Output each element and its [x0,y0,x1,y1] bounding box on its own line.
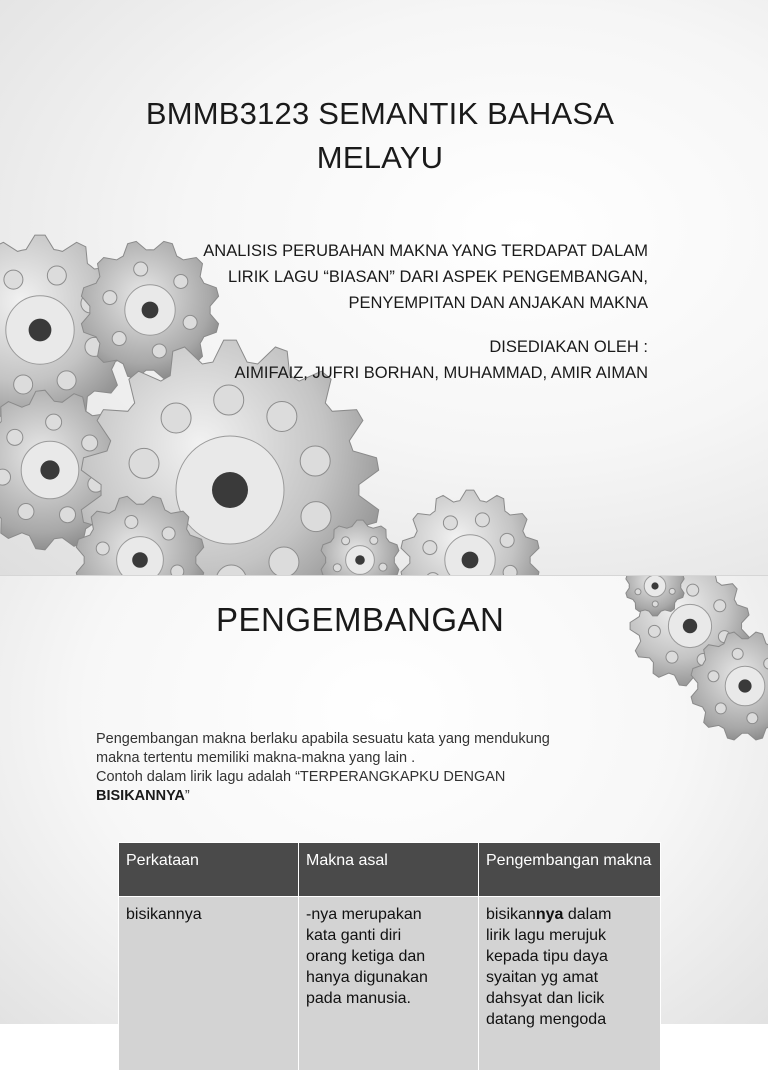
meaning-table [118,842,661,1071]
slide-body [96,730,676,806]
gear-hole-icon [687,584,699,596]
gear-axle-icon [212,472,248,508]
example-close-quote: ” [184,788,190,804]
development-line-1 [486,904,653,925]
gear-hole-icon [342,537,350,545]
gear-hole-icon [475,513,489,527]
gear-hole-icon [443,516,457,530]
gear-hole-icon [370,536,378,544]
gear-hole-icon [14,375,33,394]
development-line-4: syaitan yg amat [486,969,599,986]
gear-hole-icon [267,401,297,431]
gear-hole-icon [96,542,109,555]
cell-development-meaning [479,897,661,1071]
gear-hole-icon [57,371,76,390]
gear-axle-icon [355,555,365,565]
development-line-5: dahsyat dan licik [486,990,605,1007]
authors-list: AIMIFAIZ, JUFRI BORHAN, MUHAMMAD, AMIR AIMAN [234,364,648,382]
gear-hole-icon [82,435,98,451]
gear-hole-icon [635,589,641,595]
subtitle-line-3: PENYEMPITAN DAN ANJAKAN MAKNA [348,294,648,312]
slide-title: PENGEMBANGAN [216,601,505,638]
definition-line-2: makna tertentu memiliki makna-makna yang lain . [96,750,416,766]
gear-hole-icon [46,414,62,430]
subtitle-line-2: LIRIK LAGU “BIASAN” DARI ASPEK PENGEMBANGAN, [228,268,648,286]
gear-hole-icon [129,448,159,478]
gear-hole-icon [423,541,437,555]
subtitle-line-1: ANALISIS PERUBAHAN MAKNA YANG TERDAPAT DALAM [203,242,648,260]
development-suffix: dalam [563,906,612,923]
gear-hole-icon [732,648,743,659]
table-row [119,897,661,1071]
gear-hole-icon [47,266,66,285]
presentation-subtitle [88,238,648,386]
development-prefix: bisikan [486,906,536,923]
original-line-5: pada manusia. [306,990,411,1007]
gear-hole-icon [125,515,138,528]
gear-hole-icon [18,504,34,520]
original-line-4: hanya digunakan [306,969,428,986]
gear-hole-icon [648,625,660,637]
development-line-3: kepada tipu daya [486,948,608,965]
title-line-1: BMMB3123 SEMANTIK BAHASA [145,96,615,131]
title-line-2: MELAYU [316,140,444,175]
example-line: Contoh dalam lirik lagu adalah “TERPERANGKAPKU DENGAN [96,769,506,785]
presentation-title [95,92,665,180]
example-bold-word: BISIKANNYA [96,788,185,804]
original-line-3: orang ketiga dan [306,948,426,965]
header-pengembangan-makna: Pengembangan makna [479,843,661,897]
gear-hole-icon [333,564,341,572]
gear-axle-icon [132,552,148,568]
gear-hole-icon [214,385,244,415]
gear-hole-icon [300,446,330,476]
header-perkataan: Perkataan [119,843,299,897]
gear-hole-icon [301,502,331,532]
gear-hole-icon [714,600,726,612]
gear-hole-icon [60,507,76,523]
development-line-2: lirik lagu merujuk [486,927,607,944]
prepared-by-label: DISEDIAKAN OLEH : [489,338,648,356]
gear-hole-icon [666,651,678,663]
cell-word: bisikannya [119,897,299,1071]
gear-axle-icon [651,582,658,589]
header-makna-asal: Makna asal [299,843,479,897]
gear-axle-icon [462,552,479,569]
gear-hole-icon [500,533,514,547]
gear-axle-icon [738,679,751,692]
gear-hole-icon [715,703,726,714]
gear-hole-icon [669,588,675,594]
gear-hole-icon [652,601,658,607]
gear-hole-icon [4,270,23,289]
original-line-2: kata ganti diri [306,927,402,944]
original-line-1: -nya merupakan [306,906,422,923]
table-header-row [119,843,661,897]
gear-axle-icon [40,460,59,479]
development-bold: nya [535,906,564,923]
gear-hole-icon [708,671,719,682]
example-continuation [96,787,676,806]
gear-hole-icon [747,713,758,724]
gear-axle-icon [29,319,52,342]
gear-hole-icon [379,563,387,571]
gear-hole-icon [161,403,191,433]
gear-axle-icon [683,619,697,633]
cell-original-meaning [299,897,479,1071]
development-line-6: datang mengoda [486,1011,607,1028]
gear-hole-icon [269,547,299,576]
definition-line-1: Pengembangan makna berlaku apabila sesuatu kata yang mendukung [96,731,550,747]
gear-hole-icon [162,527,175,540]
gear-hole-icon [7,429,23,445]
